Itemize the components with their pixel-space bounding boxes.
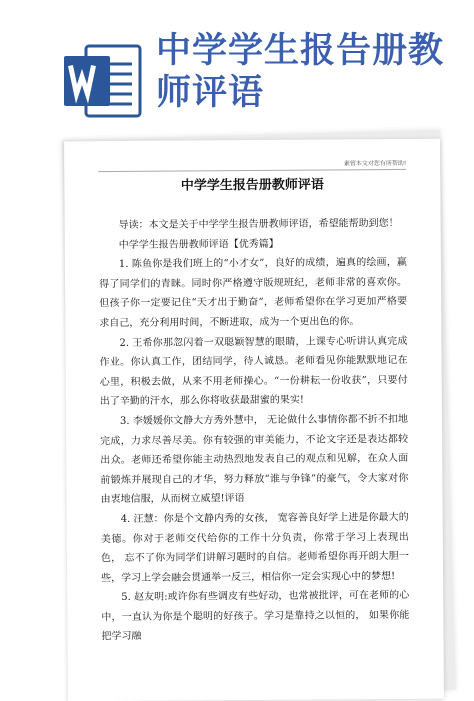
document-body	[99, 214, 410, 647]
word-document-icon	[62, 40, 144, 122]
section-heading: 中学学生报告册教师评语【优秀篇】	[118, 238, 279, 251]
comment-paragraph: 4. 汪慧：你是个文静内秀的女孩， 宽容善良好学上进是你最大的美德。你对于老师交代给你的工作十分负责，你常于学习上表现出色， 忘不了你为同学们讲解习题时的自信。老师希望你再开朗大胆一些，学习上学会融会贯通举一反三，相信你一定会实现心中的梦想!	[100, 511, 409, 584]
document-title: 中学学生报告册教师评语	[180, 177, 324, 194]
comment-paragraph: 3. 李媛媛你文静大方秀外慧中， 无论做什么事情你都不折不扣地完成，力求尽善尽美。你有较强的审美能力，不论文字还是表达都较出众。老师还希望你能主动热烈地发表自己的观点和见解，在众人面前锻炼并展现自己的才华，努力释放“谁与争锋”的豪气，令大家对你由衷地信服，从而树立威望!评语	[100, 413, 409, 506]
document-page	[64, 139, 444, 701]
comment-paragraph: 1. 陈鱼你是我们班上的“小才女”，良好的成绩，遍真的绘画，赢得了同学们的青睐。同时你严格遵守版规班纪，老师非常的喜欢你。但孩子你一定要记住“天才出于勤奋”，老师希望你在学习更加严格要求自己，充分利用时间，不断进取，成为一个更出色的你。	[99, 257, 408, 330]
comment-paragraph: 2. 王希你那忽闪着一双聪颖智慧的眼睛，上课专心听讲认真完成作业。你认真工作，团结同学，待人诚恳。老师看见你能默默地记在心里，积极去做，从来不用老师操心。“一份耕耘一份收获”，只要付出了辛勤的汗水，那么你将收获最甜蜜的果实!	[99, 335, 408, 408]
header-note: 素管本文对您有所帮助!	[343, 159, 407, 168]
banner-title: 中学学生报告册教师评语	[156, 31, 445, 113]
comment-paragraph: 5. 赵友明:或许你有些调皮有些好动，也常被批评，可在老师的心中，一直认为你是个聪明的好孩子。学习是靠持之以恒的， 如果你能把学习融	[101, 590, 410, 643]
intro-paragraph: 导读：本文是关于中学学生报告册教师评语，希望能帮助到您！	[118, 217, 399, 231]
